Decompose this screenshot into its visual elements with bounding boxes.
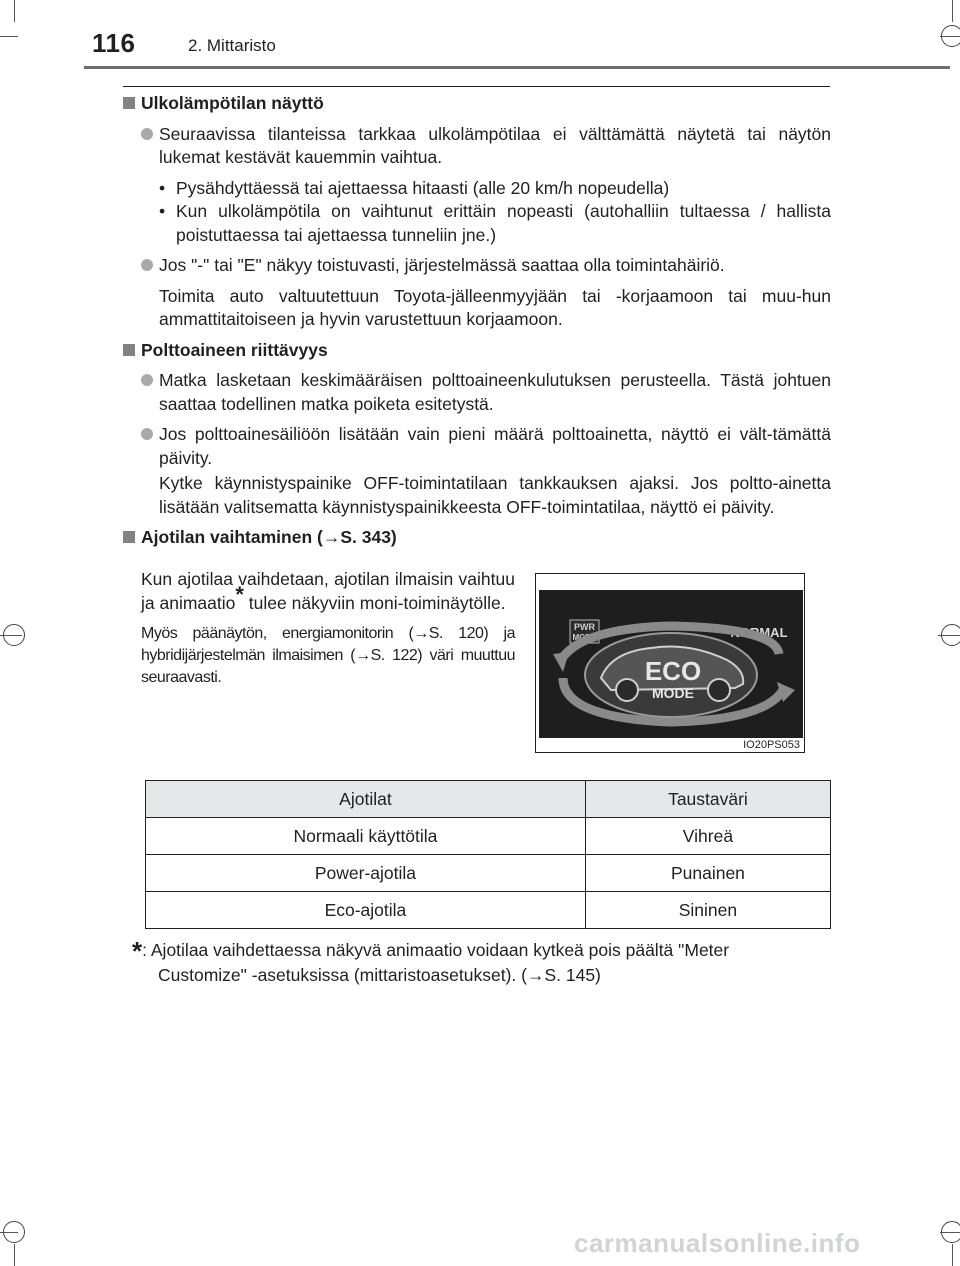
- mode-change-intro: [141, 568, 515, 689]
- table-cell: Vihreä: [585, 818, 830, 855]
- footnote-star: *: [132, 936, 143, 966]
- registration-mark-icon: [3, 1221, 25, 1243]
- section-title: Ulkolämpötilan näyttö: [141, 93, 324, 113]
- header-rule: [84, 66, 950, 69]
- table-header-row: [146, 781, 831, 818]
- table-row: [146, 892, 831, 929]
- bullet-item: Jos polttoainesäiliöön lisätään vain pieni määrä polttoainetta, näyttö ei vält-tämättä päivity.: [123, 423, 831, 470]
- sub-item: • Pysähdyttäessä tai ajettaessa hitaasti (alle 20 km/h nopeudella): [159, 177, 670, 198]
- column-header: Ajotilat: [146, 781, 586, 818]
- table-row: [146, 855, 831, 892]
- paragraph: Toimita auto valtuutettuun Toyota-jälleenmyyjään tai -korjaamoon tai muu-hun ammattitaitoiseen ja hyvin varustettuun korjaamoon.: [159, 285, 831, 329]
- section-heading: [123, 339, 831, 363]
- intro-text: Kun ajotilaa vaihdetaan, ajotilan ilmaisin vaihtuu ja animaatio* tulee näkyviin moni-toiminäytölle.: [141, 569, 515, 613]
- drive-mode-color-table: [145, 780, 831, 929]
- main-content: [123, 92, 831, 557]
- sub-item: • Kun ulkolämpötila on vaihtunut erittäin nopeasti (autohalliin tultaessa / hallista poistuttaessa tai ajettaessa tunneliin jne.): [159, 201, 831, 245]
- mode-label: MODE: [652, 685, 694, 701]
- circle-bullet-icon: [141, 374, 153, 386]
- footnote-star: *: [235, 581, 244, 607]
- table-cell: Punainen: [585, 855, 830, 892]
- paragraph: Kytke käynnistyspainike OFF-toimintatilaan tankkauksen ajaksi. Jos poltto-ainetta lisätään valitsematta käynnistyspainikkeesta OFF-toimintatilaa, näyttö ei päivity.: [159, 473, 831, 517]
- figure-code: IO20PS053: [743, 739, 800, 751]
- table-cell: Eco-ajotila: [146, 892, 586, 929]
- table-cell: Sininen: [585, 892, 830, 929]
- multi-info-display: [539, 590, 803, 738]
- footnote: *: Ajotilaa vaihdettaessa näkyvä animaatio voidaan kytkeä pois päältä "Meter Customize" -asetuksissa (mittaristoasetukset). (→S. 145): [132, 936, 730, 985]
- chapter-title: 2. Mittaristo: [188, 36, 276, 55]
- square-bullet-icon: [123, 97, 135, 109]
- table-cell: Power-ajotila: [146, 855, 586, 892]
- eco-mode-animation-icon: [539, 590, 803, 738]
- normal-mode-label: NORMAL: [730, 625, 788, 640]
- page-number: 116: [92, 28, 136, 58]
- sub-list: [123, 177, 831, 248]
- bullet-item: Seuraavissa tilanteissa tarkkaa ulkolämpötilaa ei välttämättä näytetä tai näytön lukemat kestävät kauemmin vaihtua.: [123, 123, 831, 170]
- section-title: Polttoaineen riittävyys: [141, 339, 328, 360]
- table-row: [146, 818, 831, 855]
- circle-bullet-icon: [141, 259, 153, 271]
- eco-label: ECO: [644, 656, 702, 686]
- pwr-mode-label-2: MODE: [572, 633, 597, 642]
- circle-bullet-icon: [141, 128, 153, 140]
- bullet-item: Matka lasketaan keskimääräisen polttoaineenkulutuksen perusteella. Tästä johtuen saattaa todellinen matka poiketa esitetystä.: [123, 369, 831, 416]
- content-top-rule: [123, 86, 830, 87]
- registration-mark-icon: [941, 25, 960, 47]
- column-header: Taustaväri: [585, 781, 830, 818]
- registration-mark-icon: [941, 1221, 960, 1243]
- registration-mark-icon: [941, 624, 960, 646]
- circle-bullet-icon: [141, 428, 153, 440]
- table-cell: Normaali käyttötila: [146, 818, 586, 855]
- section-title: Ajotilan vaihtaminen (→S. 343): [141, 527, 397, 547]
- section-heading: [123, 526, 831, 550]
- square-bullet-icon: [123, 344, 135, 356]
- intro-note: Myös päänäytön, energiamonitorin (→S. 120) ja hybridijärjestelmän ilmaisimen (→S. 122) väri muuttuu seuraavasti.: [141, 625, 515, 686]
- bullet-item: Jos "-" tai "E" näkyy toistuvasti, järjestelmässä saattaa olla toimintahäiriö.: [123, 254, 831, 278]
- registration-mark-icon: [3, 624, 25, 646]
- section-heading: [123, 92, 831, 116]
- square-bullet-icon: [123, 531, 135, 543]
- watermark: carmanualsonline.info: [574, 1228, 861, 1258]
- eco-mode-figure: [535, 573, 805, 753]
- pwr-mode-label: PWR: [574, 622, 595, 632]
